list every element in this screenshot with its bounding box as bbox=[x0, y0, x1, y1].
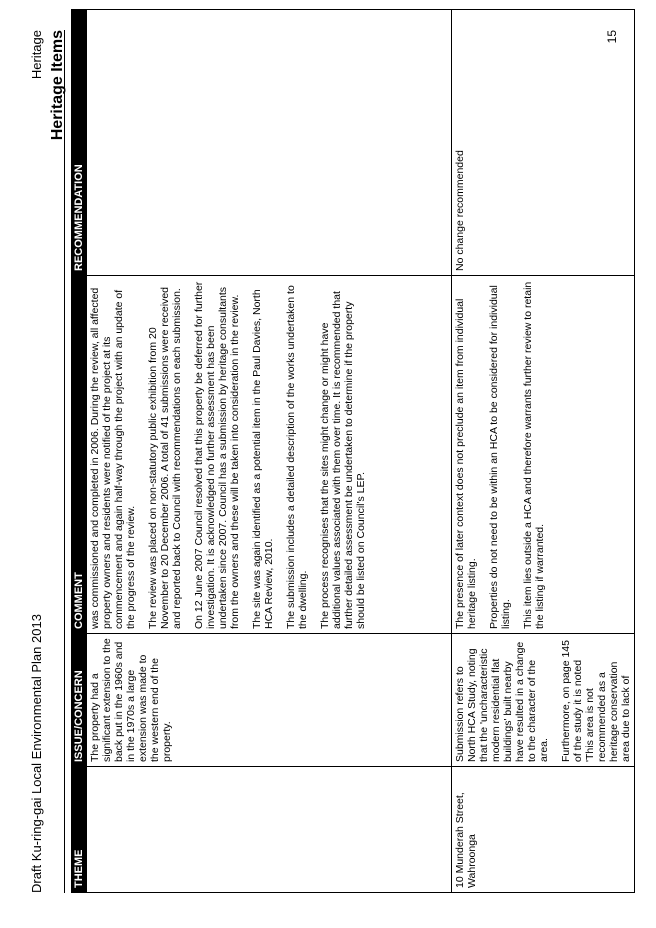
column-header-theme: THEME bbox=[72, 767, 87, 893]
column-header-issue: ISSUE/CONCERN bbox=[72, 634, 87, 767]
page-heading: Heritage Items bbox=[49, 30, 66, 141]
comment-paragraph: On 12 June 2007 Council resolved that this property be deferred for further investigation. It is acknowledged no further assessment has been undertaken since 2007. Council has a submission by heritage consultants from the owners and these will be taken into consideration in the review. bbox=[193, 281, 241, 629]
issue-cell bbox=[87, 634, 452, 767]
issue-paragraph: The property had a significant extension to the back put in the 1960s and in the 1970s a large extension was made to the western end of the property. bbox=[89, 638, 173, 762]
theme-cell bbox=[87, 767, 452, 893]
page-number: 15 bbox=[605, 30, 619, 44]
column-header-comment: COMMENT bbox=[72, 276, 87, 634]
comment-cell bbox=[87, 276, 452, 634]
issue-cell bbox=[452, 634, 635, 767]
comment-paragraph: The process recognises that the sites might change or might have additional values associated with them over time. It is recommended that further detailed assessment be undertaken to determine if the property should be listed on Council's LEP. bbox=[319, 291, 367, 629]
comment-paragraph: This item lies outside a HCA and therefore warrants further review to retain the listing if warranted. bbox=[522, 281, 546, 629]
recommendation-cell: No change recommended bbox=[452, 10, 635, 276]
document-title: Draft Ku-ring-gai Local Environmental Plan 2013 bbox=[29, 614, 44, 893]
comment-paragraph: Properties do not need to be within an HCA to be considered for individual listing. bbox=[488, 285, 512, 629]
comment-cell bbox=[452, 276, 635, 634]
comment-paragraph: The site was again identified as a potential item in the Paul Davies, North HCA Review, 2010. bbox=[251, 289, 275, 629]
comment-paragraph: was commissioned and completed in 2006. During the review, all affected property owners and residents were notified of the project at its commencement and again half-way through the project with an update of the progress of the review. bbox=[89, 287, 137, 629]
column-header-recommendation: RECOMMENDATION bbox=[72, 10, 87, 276]
comment-paragraph: The presence of later context does not preclude an item from individual heritage listing. bbox=[454, 298, 478, 629]
table-row bbox=[87, 10, 452, 893]
submissions-table bbox=[71, 9, 635, 893]
theme-cell: 10 Munderah Street, Wahroonga bbox=[452, 767, 635, 893]
section-name: Heritage bbox=[29, 30, 44, 80]
comment-paragraph: The submission includes a detailed description of the works undertaken to the dwelling. bbox=[285, 285, 309, 629]
issue-paragraph: Submission refers to North HCA Study, noting that the 'uncharacteristic modern residential flat buildings' built nearby have resulted in a change to the character of the area. bbox=[454, 641, 550, 762]
recommendation-cell bbox=[87, 10, 452, 276]
table-row bbox=[452, 10, 635, 893]
comment-paragraph: The review was placed on non-statutory public exhibition from 20 November to 20 December 2006. A total of 41 submissions were received and reported back to Council with recommendations on each submission. bbox=[147, 286, 183, 629]
header-divider bbox=[64, 30, 65, 893]
table-header-row bbox=[72, 10, 87, 893]
issue-paragraph: Furthermore, on page 145 of the study it is noted 'This area is not recommended as a heritage conservation area due to lack of bbox=[560, 640, 632, 762]
